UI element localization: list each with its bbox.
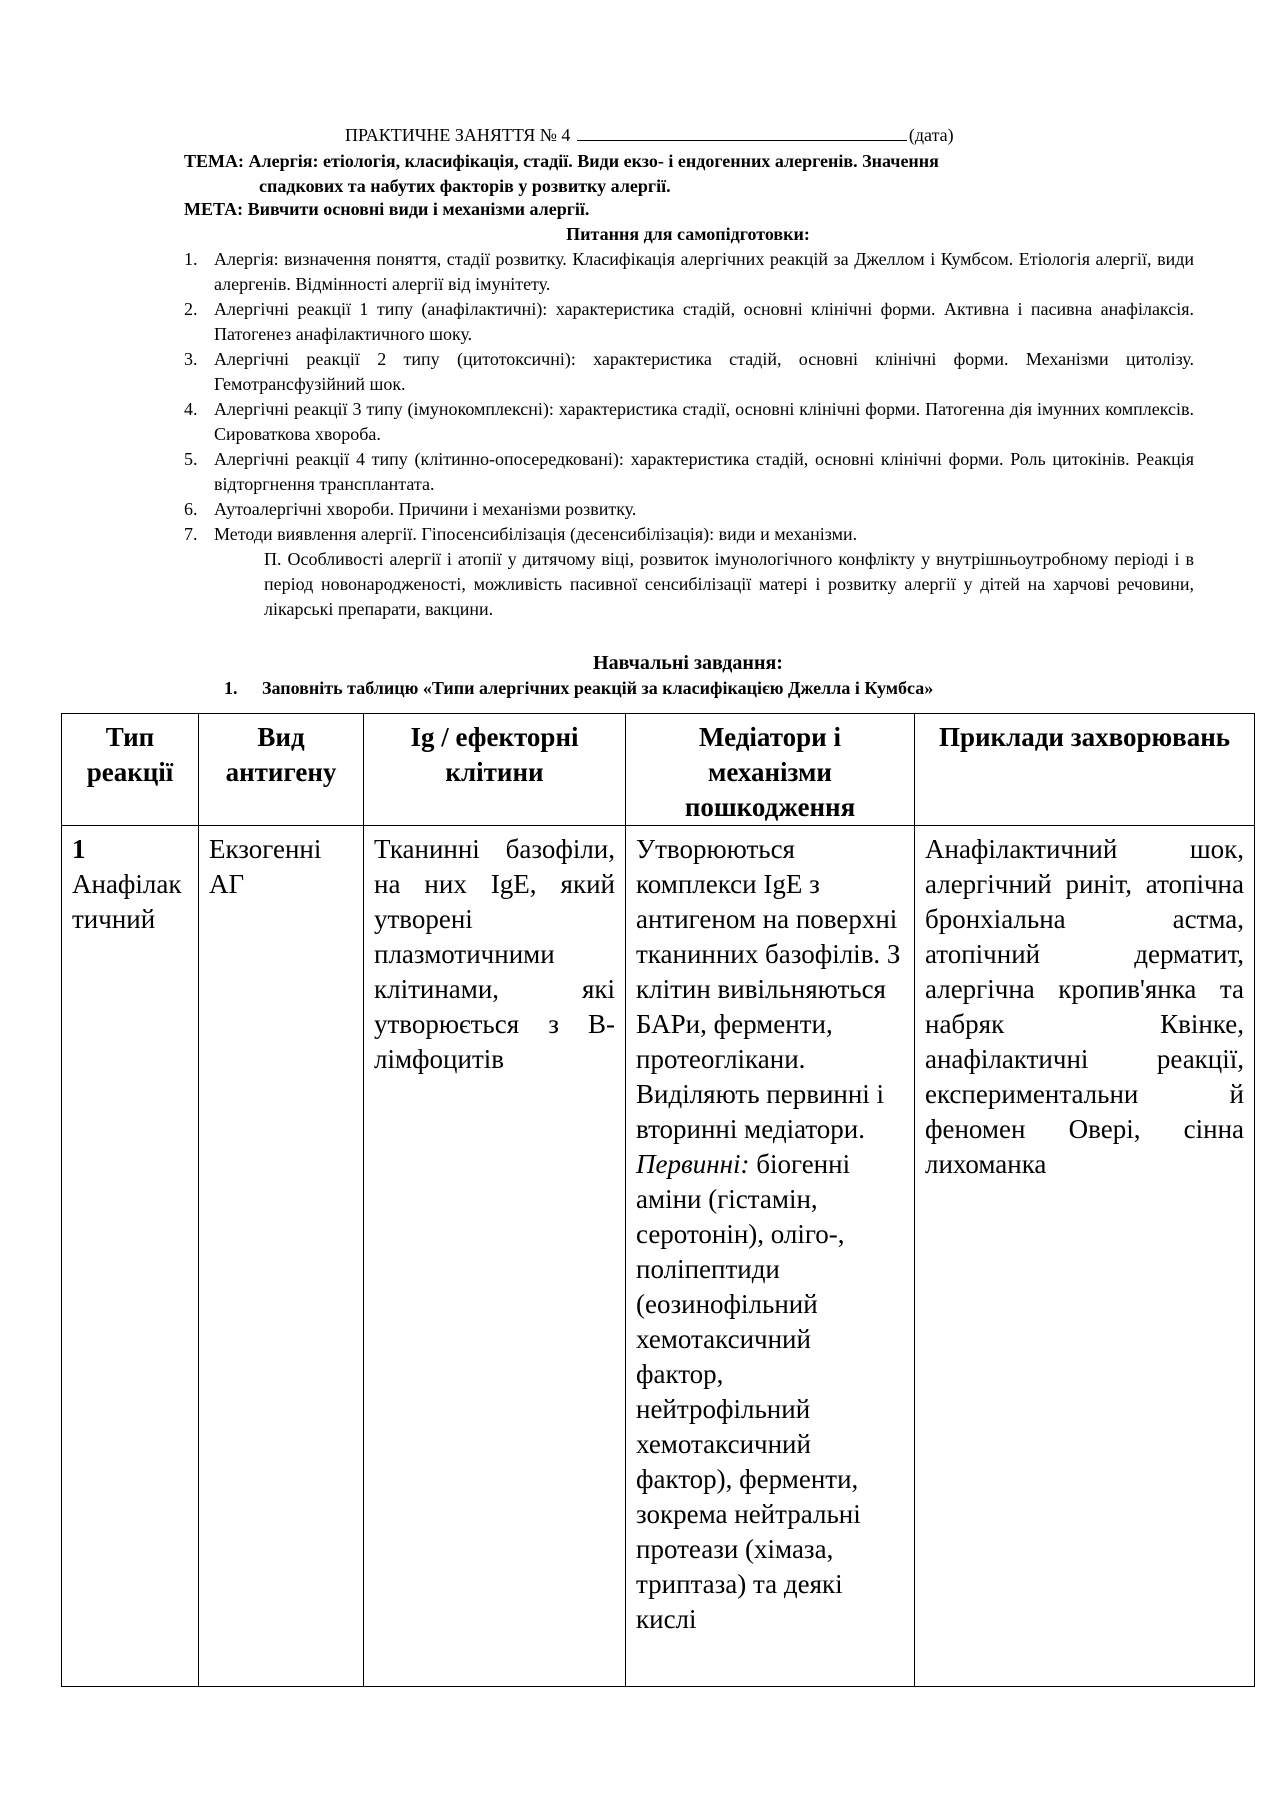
list-item [184,522,1194,547]
header-disease-examples: Приклади захворювань [915,714,1255,826]
header-mediators: Медіатори і механізми пошкодження [626,714,915,826]
list-item [184,347,1194,397]
allergy-types-table [61,713,1255,1687]
question-text: Алергічні реакції 3 типу (імунокомплексні): характеристика стадії, основні клінічні форми. Патогенна дія імунних комплексів. Сироваткова хвороба. [214,399,1194,444]
mediators-primary-text: біогенні аміни (гістамін, серотонін), оліго-, поліпептиди (еозинофільний хемотаксичний фактор, нейтрофільний хемотаксичний фактор), ферменти, зокрема нейтральні протеази (хімаза, триптаза) та деякі кислі [636,1149,861,1634]
question-number: 1. [184,249,198,269]
extra-question: П. Особливості алергії і атопії у дитячому віці, розвиток імунологічного конфлікту у внутрішньоутробному періоді і в період новонародженості, можливість пасивної сенсибілізації матері і розвитку алергії у дітей на харчові речовини, лікарські препарати, вакцини. [264,549,1194,619]
question-text: Алергічні реакції 1 типу (анафілактичні): характеристика стадій, основні клінічні форми. Активна і пасивна анафілаксія. Патогенез анафілактичного шоку. [214,299,1194,344]
task-1 [224,678,933,699]
questions-list [184,247,1194,622]
question-number: 5. [184,449,198,469]
date-blank-line [577,126,907,141]
reaction-type-number: 1 [72,834,86,864]
question-text: Методи виявлення алергії. Гіпосенсибілізація (десенсибілізація): види и механізми. [214,524,858,544]
mediators-main-text: Утворюються комплекси IgE з антигеном на поверхні тканинних базофілів. З клітин вивільняються БАРи, ферменти, протеоглікани. Виділяють первинні і вторинні медіатори. [636,834,901,1144]
question-number: 7. [184,524,198,544]
table-row [62,826,1255,1687]
table-header-row [62,714,1255,826]
question-text: Алергічні реакції 2 типу (цитотоксичні): характеристика стадій, основні клінічні форми. Механізми цитолізу. Гемотрансфузійний шок. [214,349,1194,394]
questions-heading: Питання для самопідготовки: [566,224,810,244]
list-item [184,447,1194,497]
theme-line-1: ТЕМА: Алергія: етіологія, класифікація, стадії. Види екзо- і ендогенних алергенів. Значення [184,151,939,171]
question-text: Алергія: визначення поняття, стадії розвитку. Класифікація алергічних реакцій за Джеллом і Кумбсом. Етіологія алергії, види алергенів. Відмінності алергії від імунітету. [214,249,1194,294]
tasks-heading: Навчальні завдання: [593,652,783,674]
question-number: 3. [184,349,198,369]
lesson-theme [184,149,1084,199]
cell-antigen: Екзогенні АГ [199,826,364,1687]
question-number: 2. [184,299,198,319]
question-number: 6. [184,499,198,519]
cell-reaction-type [62,826,199,1687]
theme-line-2: спадкових та набутих факторів у розвитку алергії. [259,176,671,196]
cell-effectors: Тканинні базофіли, на них IgE, який утворені плазмотичними клітинами, які утворюється з В-лімфоцитів [364,826,626,1687]
list-item [184,497,1194,522]
list-item [184,297,1194,347]
reaction-type-name: Анафілактичний [72,869,182,934]
question-text: Алергічні реакції 4 типу (клітинно-опосередковані): характеристика стадій, основні клінічні форми. Роль цитокінів. Реакція відторгнення трансплантата. [214,449,1194,494]
question-text: Аутоалергічні хвороби. Причини і механізми розвитку. [214,499,637,519]
question-number: 4. [184,399,198,419]
cell-mediators [626,826,915,1687]
cell-diseases: Анафілактичний шок, алергічний риніт, атопічна бронхіальна астма, атопічний дерматит, алергічна кропив'янка та набряк Квінке, анафілактичні реакції, експериментальни й феномен Овері, сінна лихоманка [915,826,1255,1687]
task-1-number: 1. [224,678,238,698]
task-1-text: Заповніть таблицю «Типи алергічних реакцій за класифікацією Джелла і Кумбса» [262,678,934,698]
date-label: (дата) [908,125,954,145]
list-item [184,247,1194,297]
header-reaction-type: Тип реакції [62,714,199,826]
lesson-goal: МЕТА: Вивчити основні види і механізми алергії. [184,199,590,219]
mediators-primary-label: Первинні: [636,1149,750,1179]
header-effector-cells: Ig / ефекторні клітини [364,714,626,826]
practical-lesson-header [345,125,954,146]
lesson-title: ПРАКТИЧНЕ ЗАНЯТТЯ № 4 [345,125,571,145]
header-antigen-type: Вид антигену [199,714,364,826]
list-item [184,397,1194,447]
